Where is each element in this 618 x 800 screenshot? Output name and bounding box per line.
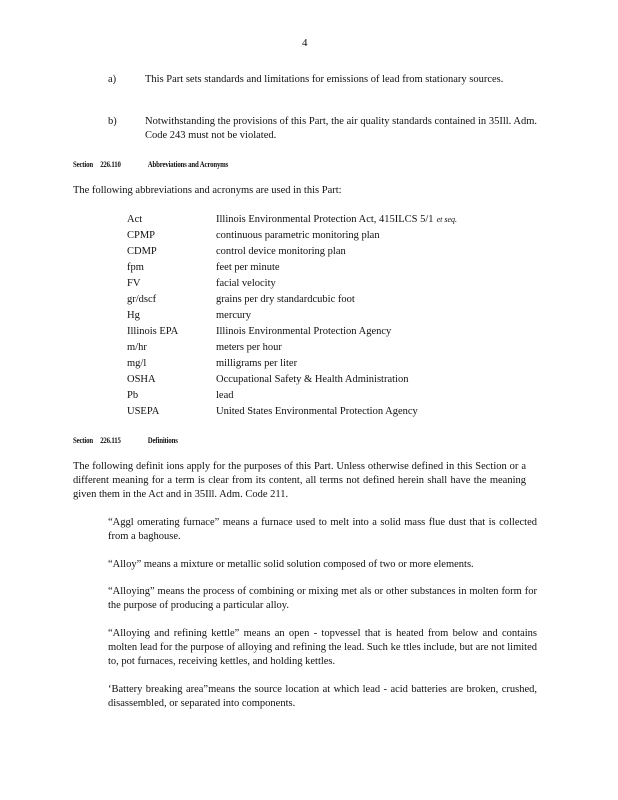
- abbreviation-meaning-text: meters per hour: [216, 342, 282, 353]
- abbreviation-meaning-text: lead: [216, 390, 234, 401]
- abbreviation-meaning-text: milligrams per liter: [216, 358, 298, 369]
- abbreviation-meaning-text: Illinois Environmental Protection Act, 415ILCS 5/1: [216, 214, 434, 225]
- definition-battery-breaking-area: ‘Battery breaking area”means the source location at which lead - acid batteries are broken, crushed, disassembled, or separated into components.: [108, 684, 537, 709]
- abbreviation-meaning: [216, 372, 527, 388]
- item-marker-b: b): [108, 116, 117, 127]
- section-title: Definitions: [147, 436, 178, 445]
- abbreviation-row: [127, 292, 527, 308]
- abbreviation-row: [127, 372, 527, 388]
- abbreviation-term: CPMP: [127, 230, 156, 241]
- abbreviation-meaning: [216, 308, 527, 324]
- abbreviation-term: OSHA: [127, 374, 156, 385]
- item-text-b: Notwithstanding the provisions of this Part, the air quality standards contained in 35Ill. Adm. Code 243 must not be violated.: [145, 116, 537, 141]
- abbreviation-meaning-text: continuous parametric monitoring plan: [216, 230, 380, 241]
- abbreviation-row: [127, 276, 527, 292]
- abbreviation-meaning: [216, 388, 527, 404]
- abbreviation-meaning-suffix: et seq.: [436, 215, 457, 224]
- abbreviation-meaning: [216, 324, 527, 340]
- abbreviation-meaning: [216, 228, 527, 244]
- abbreviation-meaning: [216, 212, 527, 228]
- abbreviation-meaning: [216, 244, 527, 260]
- abbreviation-row: [127, 388, 527, 404]
- abbreviation-row: [127, 308, 527, 324]
- abbreviation-term: FV: [127, 278, 141, 289]
- abbreviation-term: USEPA: [127, 406, 160, 417]
- section-label: Section: [73, 436, 93, 445]
- abbreviation-row: [127, 260, 527, 276]
- abbreviation-meaning-text: feet per minute: [216, 262, 280, 273]
- abbreviation-meaning: [216, 276, 527, 292]
- abbreviation-meaning-text: Illinois Environmental Protection Agency: [216, 326, 392, 337]
- section-heading-abbreviations: [73, 158, 228, 172]
- abbreviation-row: [127, 324, 527, 340]
- definition-alloying: “Alloying” means the process of combining or mixing met als or other substances in molten form for the purpose of producing a particular alloy.: [108, 586, 537, 611]
- abbreviation-meaning: [216, 260, 527, 276]
- abbreviation-row: [127, 404, 527, 420]
- item-text-a: This Part sets standards and limitations for emissions of lead from stationary sources.: [145, 74, 504, 85]
- abbreviation-term: Hg: [127, 310, 140, 321]
- abbreviation-meaning-text: United States Environmental Protection Agency: [216, 406, 418, 417]
- section-number: 226.110: [100, 160, 121, 169]
- abbreviation-term: m/hr: [127, 342, 147, 353]
- section-label: Section: [73, 160, 93, 169]
- definitions-intro: The following definit ions apply for the purposes of this Part. Unless otherwise defined in this Section or a different meaning for a term is clear from its content, all terms not defined herein shall have the meaning given them in the Act and in 35Ill. Adm. Code 211.: [73, 461, 526, 500]
- abbreviation-term: fpm: [127, 262, 144, 273]
- section-number: 226.115: [100, 436, 121, 445]
- abbreviation-row: [127, 244, 527, 260]
- abbreviation-term: Illinois EPA: [127, 326, 179, 337]
- abbreviation-meaning-text: Occupational Safety & Health Administration: [216, 374, 409, 385]
- definition-agglomerating-furnace: “Aggl omerating furnace” means a furnace used to melt into a solid mass flue dust that is collected from a baghouse.: [108, 517, 537, 542]
- abbreviation-meaning-text: mercury: [216, 310, 251, 321]
- abbreviation-meaning-text: grains per dry standardcubic foot: [216, 294, 355, 305]
- abbreviation-term: mg/l: [127, 358, 147, 369]
- abbreviation-row: [127, 228, 527, 244]
- definition-alloy: “Alloy” means a mixture or metallic solid solution composed of two or more elements.: [108, 559, 474, 570]
- abbreviation-meaning: [216, 292, 527, 308]
- abbreviation-meaning: [216, 404, 527, 420]
- abbreviation-term: gr/dscf: [127, 294, 157, 305]
- section-title: Abbreviations and Acronyms: [147, 160, 229, 169]
- abbreviation-meaning: [216, 340, 527, 356]
- item-marker-a: a): [108, 74, 117, 85]
- abbreviations-table: [127, 212, 527, 420]
- abbreviation-term: Pb: [127, 390, 139, 401]
- abbreviation-row: [127, 340, 527, 356]
- section-heading-definitions: [73, 434, 178, 448]
- abbreviations-intro: The following abbreviations and acronyms are used in this Part:: [73, 185, 342, 196]
- abbreviation-row: [127, 212, 527, 228]
- abbreviation-row: [127, 356, 527, 372]
- abbreviation-meaning-text: control device monitoring plan: [216, 246, 346, 257]
- definition-alloying-refining-kettle: “Alloying and refining kettle” means an open - topvessel that is heated from below and contains molten lead for the purpose of alloying and refining the lead. Such ke ttles include, but are not limited to, pot furnaces, receiving kettles, and holding kettles.: [108, 628, 537, 667]
- abbreviation-meaning-text: facial velocity: [216, 278, 276, 289]
- abbreviation-term: Act: [127, 214, 143, 225]
- abbreviation-meaning: [216, 356, 527, 372]
- page-number: 4: [302, 37, 308, 49]
- abbreviation-term: CDMP: [127, 246, 157, 257]
